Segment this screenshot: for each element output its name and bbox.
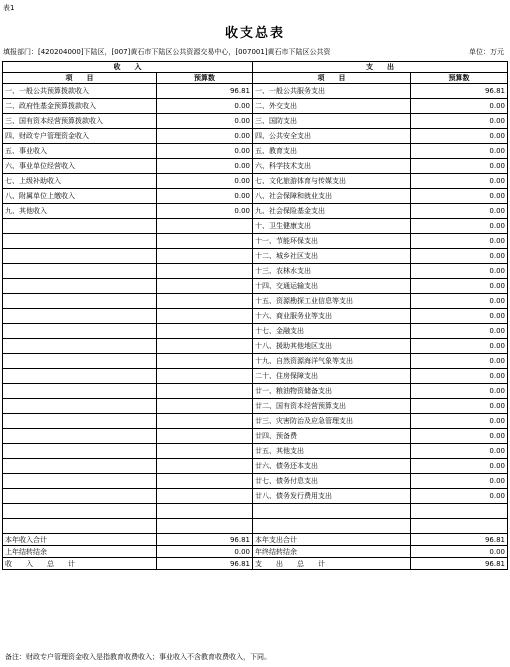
expense-item-cell: 廿三、灾害防治及应急管理支出 (253, 414, 411, 429)
expense-item-cell (253, 504, 411, 519)
income-item-cell (3, 399, 157, 414)
table-row (3, 444, 508, 459)
income-item-cell: 四、财政专户管理资金收入 (3, 129, 157, 144)
expense-item-cell: 廿七、债务付息支出 (253, 474, 411, 489)
table-row (3, 279, 508, 294)
income-item-cell (3, 354, 157, 369)
income-item-cell: 一、一般公共预算拨款收入 (3, 84, 157, 99)
income-item-cell (3, 459, 157, 474)
expense-item-cell: 十七、金融支出 (253, 324, 411, 339)
expense-item-cell: 九、社会保险基金支出 (253, 204, 411, 219)
income-item-cell: 二、政府性基金预算拨款收入 (3, 99, 157, 114)
income-item-cell (3, 249, 157, 264)
income-item-cell (3, 489, 157, 504)
table-row (3, 429, 508, 444)
expense-budget-cell: 0.00 (411, 474, 508, 489)
income-item-cell: 八、附属单位上缴收入 (3, 189, 157, 204)
income-expense-table (2, 61, 508, 570)
income-budget-cell (157, 339, 253, 354)
expense-budget-cell: 0.00 (411, 459, 508, 474)
expense-item-cell: 一、一般公共服务支出 (253, 84, 411, 99)
income-budget-cell: 0.00 (157, 114, 253, 129)
income-budget-cell: 96.81 (157, 558, 253, 570)
expense-item-cell: 十五、资源勘探工业信息等支出 (253, 294, 411, 309)
expense-budget-cell: 0.00 (411, 189, 508, 204)
expense-budget-cell: 0.00 (411, 444, 508, 459)
income-item-cell (3, 369, 157, 384)
income-item-cell: 七、上级补助收入 (3, 174, 157, 189)
table-row (3, 324, 508, 339)
table-group-header-row (3, 62, 508, 73)
expense-budget-cell: 0.00 (411, 414, 508, 429)
income-budget-cell (157, 264, 253, 279)
table-row (3, 219, 508, 234)
income-item-cell (3, 384, 157, 399)
expense-budget-cell: 96.81 (411, 84, 508, 99)
expense-budget-cell: 96.81 (411, 534, 508, 546)
reporting-unit-name: [420204000]下陆区，[007]黄石市下陆区公共资源交易中心，[007001]黄石市下陆区公共资 (38, 48, 331, 56)
income-item-cell: 九、其他收入 (3, 204, 157, 219)
expense-item-cell: 六、科学技术支出 (253, 159, 411, 174)
income-item-cell (3, 294, 157, 309)
table-row (3, 204, 508, 219)
income-item-cell (3, 234, 157, 249)
expense-budget-cell: 0.00 (411, 129, 508, 144)
expense-group-header: 支 出 (253, 62, 508, 73)
expense-budget-cell: 0.00 (411, 384, 508, 399)
income-item-cell (3, 429, 157, 444)
table-row (3, 144, 508, 159)
table-row (3, 489, 508, 504)
expense-budget-cell (411, 519, 508, 534)
income-budget-cell (157, 219, 253, 234)
table-number-label: 表1 (3, 4, 15, 12)
expense-budget-cell: 0.00 (411, 294, 508, 309)
expense-budget-cell (411, 504, 508, 519)
income-budget-cell (157, 384, 253, 399)
expense-budget-cell: 0.00 (411, 309, 508, 324)
expense-budget-cell: 0.00 (411, 219, 508, 234)
income-budget-cell (157, 504, 253, 519)
income-budget-cell: 0.00 (157, 99, 253, 114)
expense-item-cell: 七、文化旅游体育与传媒支出 (253, 174, 411, 189)
table-row (3, 114, 508, 129)
income-budget-cell (157, 444, 253, 459)
table-row (3, 309, 508, 324)
expense-budget-cell: 0.00 (411, 264, 508, 279)
expense-item-cell (253, 519, 411, 534)
expense-item-cell: 廿二、国有资本经营预算支出 (253, 399, 411, 414)
table-row (3, 369, 508, 384)
expense-budget-cell: 0.00 (411, 99, 508, 114)
expense-item-cell: 年终结转结余 (253, 546, 411, 558)
income-budget-cell: 0.00 (157, 546, 253, 558)
income-item-cell: 本年收入合计 (3, 534, 157, 546)
income-item-cell (3, 519, 157, 534)
income-item-cell: 三、国有资本经营预算拨款收入 (3, 114, 157, 129)
expense-budget-cell: 96.81 (411, 558, 508, 570)
income-item-cell (3, 219, 157, 234)
expense-item-cell: 廿八、债务发行费用支出 (253, 489, 411, 504)
income-budget-cell: 0.00 (157, 189, 253, 204)
income-item-cell (3, 504, 157, 519)
income-item-cell: 上年结转结余 (3, 546, 157, 558)
currency-unit-label: 单位：万元 (469, 48, 504, 56)
income-budget-cell: 0.00 (157, 204, 253, 219)
expense-item-cell: 三、国防支出 (253, 114, 411, 129)
income-budget-cell: 0.00 (157, 144, 253, 159)
table-row (3, 474, 508, 489)
expense-budget-cell: 0.00 (411, 234, 508, 249)
expense-budget-cell: 0.00 (411, 174, 508, 189)
income-item-cell (3, 324, 157, 339)
table-row (3, 546, 508, 558)
income-budget-cell (157, 489, 253, 504)
expense-budget-cell: 0.00 (411, 489, 508, 504)
income-budget-cell: 0.00 (157, 159, 253, 174)
expense-item-cell: 廿五、其他支出 (253, 444, 411, 459)
income-budget-cell: 0.00 (157, 174, 253, 189)
income-budget-cell (157, 294, 253, 309)
income-budget-cell (157, 234, 253, 249)
expense-item-cell: 十四、交通运输支出 (253, 279, 411, 294)
expense-item-cell: 十六、商业服务业等支出 (253, 309, 411, 324)
reporting-unit-prefix: 填报部门： (3, 48, 38, 56)
page-title: 收支总表 (224, 26, 285, 41)
expense-budget-cell: 0.00 (411, 114, 508, 129)
expense-budget-cell: 0.00 (411, 249, 508, 264)
income-item-cell (3, 264, 157, 279)
table-row (3, 99, 508, 114)
income-budget-cell (157, 249, 253, 264)
expense-budget-cell: 0.00 (411, 159, 508, 174)
expense-budget-cell: 0.00 (411, 546, 508, 558)
income-budget-cell (157, 309, 253, 324)
income-budget-cell (157, 474, 253, 489)
table-column-header-row (3, 73, 508, 84)
expense-budget-cell: 0.00 (411, 144, 508, 159)
expense-item-cell: 五、教育支出 (253, 144, 411, 159)
income-budget-cell (157, 354, 253, 369)
income-budget-cell (157, 429, 253, 444)
expense-item-cell: 二、外交支出 (253, 99, 411, 114)
table-row (3, 264, 508, 279)
table-row (3, 234, 508, 249)
table-row (3, 384, 508, 399)
expense-item-cell: 廿四、预备费 (253, 429, 411, 444)
income-budget-cell (157, 414, 253, 429)
income-item-cell: 收 入 总 计 (3, 558, 157, 570)
expense-budget-cell: 0.00 (411, 399, 508, 414)
table-row (3, 339, 508, 354)
expense-budget-cell: 0.00 (411, 369, 508, 384)
expense-budget-cell: 0.00 (411, 204, 508, 219)
income-item-cell (3, 309, 157, 324)
expense-item-cell: 十八、援助其他地区支出 (253, 339, 411, 354)
income-budget-cell (157, 519, 253, 534)
expense-item-cell: 八、社会保障和就业支出 (253, 189, 411, 204)
income-item-cell (3, 444, 157, 459)
income-budget-cell (157, 369, 253, 384)
table-row (3, 504, 508, 519)
expense-item-cell: 二十、住房保障支出 (253, 369, 411, 384)
expense-budget-header: 预算数 (411, 73, 508, 84)
footnote: 备注：财政专户管理资金收入是指教育收费收入；事业收入不含教育收费收入，下同。 (5, 653, 271, 661)
expense-item-cell: 支 出 总 计 (253, 558, 411, 570)
expense-budget-cell: 0.00 (411, 324, 508, 339)
expense-item-cell: 廿六、债务还本支出 (253, 459, 411, 474)
table-row (3, 414, 508, 429)
income-budget-cell (157, 279, 253, 294)
table-row (3, 534, 508, 546)
income-item-cell (3, 279, 157, 294)
income-item-header: 项 目 (3, 73, 157, 84)
table-row (3, 354, 508, 369)
expense-budget-cell: 0.00 (411, 429, 508, 444)
income-budget-cell (157, 459, 253, 474)
expense-item-cell: 十二、城乡社区支出 (253, 249, 411, 264)
income-budget-cell: 96.81 (157, 534, 253, 546)
income-group-header: 收 入 (3, 62, 253, 73)
table-row (3, 159, 508, 174)
expense-item-cell: 本年支出合计 (253, 534, 411, 546)
income-item-cell (3, 474, 157, 489)
expense-item-header: 项 目 (253, 73, 411, 84)
expense-budget-cell: 0.00 (411, 354, 508, 369)
income-budget-cell (157, 399, 253, 414)
table-row (3, 84, 508, 99)
table-row (3, 558, 508, 570)
income-item-cell: 六、事业单位经营收入 (3, 159, 157, 174)
expense-item-cell: 四、公共安全支出 (253, 129, 411, 144)
expense-item-cell: 十九、自然资源海洋气象等支出 (253, 354, 411, 369)
table-row (3, 519, 508, 534)
table-row (3, 174, 508, 189)
income-budget-cell (157, 324, 253, 339)
table-row (3, 129, 508, 144)
table-row (3, 249, 508, 264)
reporting-unit (3, 47, 433, 57)
income-item-cell: 五、事业收入 (3, 144, 157, 159)
expense-budget-cell: 0.00 (411, 279, 508, 294)
income-item-cell (3, 339, 157, 354)
expense-budget-cell: 0.00 (411, 339, 508, 354)
expense-item-cell: 十、卫生健康支出 (253, 219, 411, 234)
table-row (3, 294, 508, 309)
income-budget-header: 预算数 (157, 73, 253, 84)
income-budget-cell: 0.00 (157, 129, 253, 144)
table-row (3, 399, 508, 414)
expense-item-cell: 十一、节能环保支出 (253, 234, 411, 249)
income-budget-cell: 96.81 (157, 84, 253, 99)
income-item-cell (3, 414, 157, 429)
expense-item-cell: 廿一、粮油物资储备支出 (253, 384, 411, 399)
table-row (3, 189, 508, 204)
expense-item-cell: 十三、农林水支出 (253, 264, 411, 279)
table-row (3, 459, 508, 474)
